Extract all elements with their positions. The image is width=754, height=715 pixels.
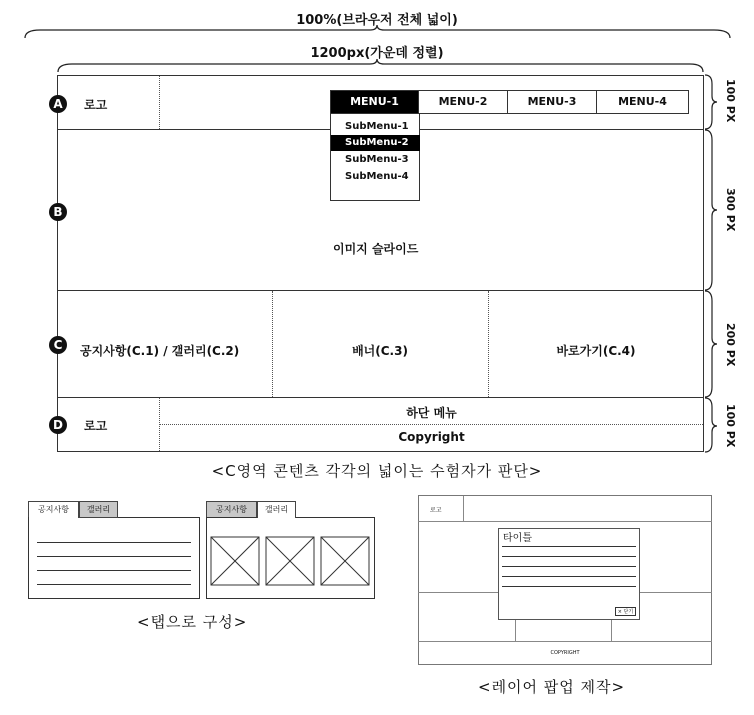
area-c-banner: 배너(C.3) (352, 344, 408, 358)
panel1-line-4 (37, 584, 191, 585)
marker-a: A (49, 95, 67, 113)
full-width-brace (0, 24, 754, 40)
height-c: 200 PX (724, 323, 737, 367)
marker-b: B (49, 203, 67, 221)
menu-2[interactable]: MENU-2 (418, 90, 508, 114)
panel1-tab-notice[interactable]: 공지사항 (28, 501, 79, 518)
menu-1[interactable]: MENU-1 (330, 90, 419, 114)
popup-line-2 (502, 556, 636, 557)
area-a-divider (159, 76, 160, 129)
area-d-logo: 로고 (84, 419, 108, 433)
tab-caption: <탭으로 구성> (137, 613, 248, 631)
height-a: 100 PX (724, 79, 737, 123)
area-c-notice-gallery: 공지사항(C.1) / 갤러리(C.2) (80, 344, 240, 358)
popup-page-footer-line (418, 641, 712, 642)
popup-caption: <레이어 팝업 제작> (478, 678, 626, 696)
panel1-line-3 (37, 570, 191, 571)
c-area-caption: <C영역 콘텐츠 각각의 넓이는 수험자가 판단> (211, 462, 543, 480)
marker-c: C (49, 336, 67, 354)
content-width-label: 1200px(가운데 정렬) (310, 46, 444, 61)
panel1-content (28, 517, 200, 599)
content-width-brace (0, 58, 754, 74)
area-a-logo: 로고 (84, 98, 108, 112)
height-braces (704, 74, 724, 454)
full-width-label: 100%(브라우저 전체 넓이) (296, 13, 458, 28)
gallery-thumbnails (210, 536, 370, 588)
panel2-tab-notice[interactable]: 공지사항 (206, 501, 257, 518)
submenu-2[interactable]: SubMenu-2 (331, 135, 420, 151)
popup-title: 타이틀 (503, 533, 532, 544)
popup-page-header-line (418, 521, 712, 522)
panel2-top-line-right (296, 517, 375, 518)
menu-3[interactable]: MENU-3 (507, 90, 597, 114)
area-d-h-divider (160, 424, 703, 425)
popup-page-logo: 로고 (430, 507, 442, 514)
submenu-4[interactable]: SubMenu-4 (345, 171, 409, 182)
height-d: 100 PX (724, 404, 737, 448)
panel1-top-line (118, 517, 200, 518)
panel2-tab-gallery[interactable]: 갤러리 (257, 501, 296, 518)
area-b-bottom-line (57, 290, 704, 291)
popup-line-3 (502, 566, 636, 567)
popup-line-1 (502, 546, 636, 547)
popup-page-copyright: COPYRIGHT (550, 650, 580, 656)
popup-line-4 (502, 576, 636, 577)
area-d-footer-menu: 하단 메뉴 (406, 406, 457, 420)
area-c-shortcut: 바로가기(C.4) (556, 344, 636, 358)
submenu-3[interactable]: SubMenu-3 (345, 154, 409, 165)
marker-d: D (49, 416, 67, 434)
popup-page-logo-divider (463, 496, 464, 521)
panel1-line-1 (37, 542, 191, 543)
panel2-top-line-left (206, 517, 257, 518)
panel1-line-2 (37, 556, 191, 557)
menu-4[interactable]: MENU-4 (596, 90, 689, 114)
popup-close-button[interactable]: × 닫기 (615, 607, 636, 616)
area-b-label: 이미지 슬라이드 (333, 242, 419, 256)
height-b: 300 PX (724, 188, 737, 232)
area-c-bottom-line (57, 397, 704, 398)
area-d-copyright: Copyright (398, 430, 465, 444)
panel1-tab-gallery[interactable]: 갤러리 (79, 501, 118, 518)
submenu-1[interactable]: SubMenu-1 (345, 121, 409, 132)
popup-line-5 (502, 586, 636, 587)
